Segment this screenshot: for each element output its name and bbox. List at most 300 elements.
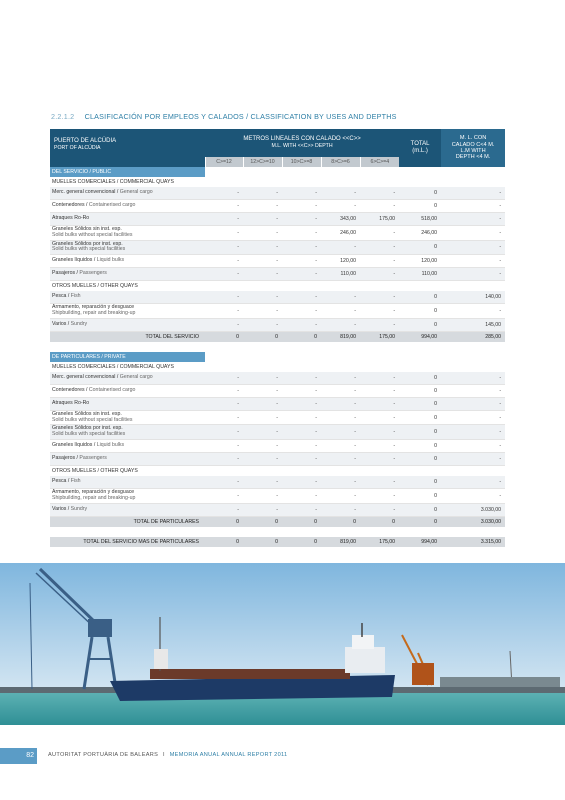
table-row <box>50 268 505 281</box>
row-value: 120,00 <box>399 255 441 268</box>
row-value: - <box>321 318 360 331</box>
row-label-en: Passengers <box>79 455 107 462</box>
row-label-es: Atraques Ro-Ro <box>52 215 90 222</box>
grand-total-value: 175,00 <box>360 537 399 547</box>
row-label-en: Solid bulks with special facilities <box>52 431 126 438</box>
depth-col-header: C>=12 <box>205 157 243 167</box>
row-value: - <box>243 372 282 385</box>
row-value: - <box>282 397 321 410</box>
row-value: - <box>205 397 243 410</box>
subtotal-value: 0 <box>243 516 282 527</box>
row-value: 0 <box>399 240 441 255</box>
row-value: - <box>441 425 505 440</box>
row-label-en: Fish <box>70 478 81 485</box>
row-value: - <box>441 200 505 213</box>
row-label-es: Armamento, reparación y desguace <box>52 304 135 311</box>
row-value: - <box>282 318 321 331</box>
subtotal-label: TOTAL DE PARTICULARES <box>50 516 205 527</box>
row-label <box>50 397 205 410</box>
table-row <box>50 425 505 440</box>
row-label-separator: / <box>66 478 71 485</box>
row-value: - <box>205 488 243 503</box>
subtotal-value: 3.030,00 <box>441 516 505 527</box>
table-header-row <box>50 129 505 157</box>
row-value: - <box>360 318 399 331</box>
row-value: - <box>441 304 505 319</box>
row-label-en: Containerised cargo <box>88 386 136 393</box>
row-value: - <box>360 397 399 410</box>
row-label-en: Shipbuilding, repair and breaking-up <box>52 309 136 316</box>
row-value: 0 <box>399 318 441 331</box>
row-value: - <box>321 476 360 489</box>
subtotal-row <box>50 516 505 527</box>
row-value: 0 <box>399 187 441 200</box>
row-value: - <box>360 410 399 425</box>
table-row <box>50 200 505 213</box>
row-value: - <box>282 425 321 440</box>
section-number: 2.2.1.2 <box>51 112 75 121</box>
row-label <box>50 240 205 255</box>
table-row <box>50 476 505 489</box>
row-label-separator: / <box>92 257 97 264</box>
row-value: - <box>441 240 505 255</box>
row-value: 110,00 <box>399 268 441 281</box>
row-label-separator: / <box>115 373 120 380</box>
row-value: - <box>205 240 243 255</box>
row-value: - <box>205 425 243 440</box>
row-value: - <box>360 200 399 213</box>
grand-total-value: 3.315,00 <box>441 537 505 547</box>
row-value: 0 <box>399 291 441 304</box>
subtotal-value: 994,00 <box>399 331 441 342</box>
row-label <box>50 425 205 440</box>
band-filler <box>205 352 505 362</box>
row-value: - <box>441 439 505 452</box>
row-value: 175,00 <box>360 213 399 226</box>
shallow-header <box>441 129 505 167</box>
port-name-header <box>50 129 205 167</box>
row-value: - <box>360 372 399 385</box>
row-label-separator: / <box>115 189 120 196</box>
grand-total-value: 0 <box>243 537 282 547</box>
row-value: - <box>282 503 321 516</box>
depth-col-header: 8>C>=6 <box>321 157 360 167</box>
row-value: - <box>360 255 399 268</box>
row-label <box>50 384 205 397</box>
subtotal-value: 0 <box>399 516 441 527</box>
table-row <box>50 397 505 410</box>
row-value: - <box>282 268 321 281</box>
subtotal-value: 0 <box>282 331 321 342</box>
port-name-en: PORT OF ALCÚDIA <box>54 145 101 151</box>
spacer-row <box>50 527 505 537</box>
row-label-separator: / <box>75 455 80 462</box>
row-value: - <box>321 240 360 255</box>
row-value: 0 <box>399 200 441 213</box>
row-value: - <box>282 372 321 385</box>
row-label-en: Sundry <box>70 320 88 327</box>
row-value: - <box>205 372 243 385</box>
row-value: - <box>243 476 282 489</box>
subtotal-value: 0 <box>205 516 243 527</box>
subtotal-value: 0 <box>282 516 321 527</box>
row-value: - <box>282 410 321 425</box>
row-label <box>50 503 205 516</box>
table-row <box>50 488 505 503</box>
group-band: DEL SERVICIO / PUBLIC <box>50 167 205 177</box>
row-value: 0 <box>399 304 441 319</box>
row-value: - <box>243 187 282 200</box>
footer-org: AUTORITAT PORTUÀRIA DE BALEARS <box>48 752 159 758</box>
row-value: - <box>205 476 243 489</box>
spacer <box>50 342 505 352</box>
row-value: - <box>243 425 282 440</box>
total-header-label: TOTAL <box>410 141 430 147</box>
row-value: - <box>243 452 282 465</box>
row-label-es: Graneles Sólidos sin inst. esp. <box>52 410 122 417</box>
row-value: - <box>282 291 321 304</box>
category-row <box>50 281 505 292</box>
section-heading: CLASIFICACIÓN POR EMPLEOS Y CALADOS / CLASSIFICATION BY USES AND DEPTHS <box>84 112 397 121</box>
table-row <box>50 240 505 255</box>
subtotal-value: 0 <box>205 331 243 342</box>
row-value: - <box>205 439 243 452</box>
category-label: OTROS MUELLES / OTHER QUAYS <box>52 467 138 474</box>
row-value: - <box>282 439 321 452</box>
row-value: - <box>243 226 282 241</box>
shallow-header-line4: DEPTH <4 M. <box>455 154 491 161</box>
row-value: - <box>360 384 399 397</box>
grand-total-row <box>50 537 505 547</box>
row-value: 343,00 <box>321 213 360 226</box>
subtotal-value: 0 <box>360 516 399 527</box>
row-value: - <box>205 503 243 516</box>
row-value: - <box>321 372 360 385</box>
footer-separator: I <box>163 752 165 758</box>
category-label: MUELLES COMERCIALES / COMMERCIAL QUAYS <box>52 179 174 185</box>
row-label-en: Fish <box>70 293 81 300</box>
row-value: - <box>321 503 360 516</box>
table-row <box>50 372 505 385</box>
page-footer <box>0 748 565 764</box>
row-value: - <box>282 226 321 241</box>
row-label-es: Graneles líquidos <box>52 257 93 264</box>
table-row <box>50 291 505 304</box>
row-value: - <box>243 268 282 281</box>
row-value: 246,00 <box>399 226 441 241</box>
section-title <box>51 112 397 121</box>
row-value: 0 <box>399 410 441 425</box>
row-value: - <box>205 268 243 281</box>
row-label-es: Pesca <box>52 293 67 300</box>
row-value: - <box>321 304 360 319</box>
row-label-en: Containerised cargo <box>88 202 136 209</box>
table-row <box>50 255 505 268</box>
row-value: 140,00 <box>441 291 505 304</box>
row-value: - <box>441 255 505 268</box>
row-label-es: Graneles Sólidos por inst. esp. <box>52 240 123 247</box>
row-label-en: Sundry <box>70 505 88 512</box>
port-photo <box>0 563 565 725</box>
row-value: - <box>360 268 399 281</box>
row-value: 246,00 <box>321 226 360 241</box>
row-value: 0 <box>399 503 441 516</box>
row-label-en: Liquid bulks <box>96 257 125 264</box>
metros-header-es: METROS LINEALES CON CALADO <<C>> <box>243 136 361 142</box>
category-row <box>50 362 505 372</box>
depth-header <box>205 129 399 157</box>
row-value: - <box>243 439 282 452</box>
table-row <box>50 503 505 516</box>
row-value: - <box>205 226 243 241</box>
row-label-es: Atraques Ro-Ro <box>52 399 90 406</box>
port-name-es: PUERTO DE ALCÚDIA <box>54 138 117 144</box>
table-row <box>50 410 505 425</box>
row-label-es: Varios <box>52 505 67 512</box>
row-value: 0 <box>399 425 441 440</box>
row-value: - <box>282 476 321 489</box>
row-label-separator: / <box>66 320 71 327</box>
row-value: - <box>282 200 321 213</box>
row-value: - <box>321 410 360 425</box>
row-value: - <box>205 291 243 304</box>
row-value: 0 <box>399 372 441 385</box>
table-row <box>50 384 505 397</box>
subtotal-label: TOTAL DEL SERVICIO <box>50 331 205 342</box>
table-row <box>50 213 505 226</box>
row-label-es: Contenedores <box>52 202 85 209</box>
row-label-es: Pasajeros <box>52 455 76 462</box>
row-value: - <box>282 384 321 397</box>
row-value: - <box>360 425 399 440</box>
row-value: - <box>243 304 282 319</box>
spacer <box>50 527 505 537</box>
row-value: - <box>282 452 321 465</box>
row-value: - <box>205 410 243 425</box>
grand-total-value: 994,00 <box>399 537 441 547</box>
row-value: - <box>441 372 505 385</box>
row-value: - <box>360 488 399 503</box>
category-label: OTROS MUELLES / OTHER QUAYS <box>52 283 138 290</box>
subtotal-value: 285,00 <box>441 331 505 342</box>
shallow-header-line1: M. L. CON <box>459 135 487 142</box>
row-label-en: Solid bulks with special facilities <box>52 246 126 253</box>
row-value: - <box>360 291 399 304</box>
row-label-separator: / <box>66 505 71 512</box>
group-band-row <box>50 167 505 177</box>
category-row <box>50 465 505 476</box>
table-row <box>50 304 505 319</box>
row-value: - <box>360 503 399 516</box>
depth-col-header: 6>C>=4 <box>360 157 399 167</box>
row-value: - <box>360 476 399 489</box>
row-value: - <box>441 397 505 410</box>
row-value: - <box>243 318 282 331</box>
row-label-en: Passengers <box>79 270 107 277</box>
row-value: 0 <box>399 397 441 410</box>
row-label-en: Shipbuilding, repair and breaking-up <box>52 494 136 501</box>
category-label: MUELLES COMERCIALES / COMMERCIAL QUAYS <box>52 363 174 370</box>
shallow-header-line3: L.M WITH <box>460 148 486 154</box>
row-value: - <box>360 452 399 465</box>
row-label-es: Pasajeros <box>52 270 76 277</box>
row-label <box>50 318 205 331</box>
total-header-unit: (m.L.) <box>412 148 428 154</box>
total-header <box>399 129 441 167</box>
row-value: - <box>441 187 505 200</box>
row-value: - <box>282 240 321 255</box>
row-label <box>50 200 205 213</box>
table-row <box>50 452 505 465</box>
row-label-separator: / <box>84 386 89 393</box>
row-label <box>50 488 205 503</box>
row-value: - <box>321 200 360 213</box>
row-value: - <box>282 187 321 200</box>
row-value: - <box>441 452 505 465</box>
row-label-en: Solid bulks without special facilities <box>52 416 133 423</box>
row-label-es: Graneles líquidos <box>52 442 93 449</box>
row-label-es: Armamento, reparación y desguace <box>52 488 135 495</box>
row-value: - <box>282 255 321 268</box>
row-label-es: Merc. general convencional <box>52 373 116 380</box>
row-value: - <box>243 200 282 213</box>
row-value: - <box>205 304 243 319</box>
row-value: 0 <box>399 452 441 465</box>
row-value: - <box>205 255 243 268</box>
subtotal-value: 819,00 <box>321 331 360 342</box>
subtotal-value: 0 <box>321 516 360 527</box>
shallow-header-line2: CALADO C<4 M. <box>451 141 495 148</box>
row-label <box>50 187 205 200</box>
row-value: - <box>205 384 243 397</box>
row-value: 145,00 <box>441 318 505 331</box>
row-value: - <box>441 384 505 397</box>
table-row <box>50 439 505 452</box>
row-value: - <box>441 488 505 503</box>
row-value: 0 <box>399 476 441 489</box>
row-value: - <box>360 240 399 255</box>
row-value: - <box>205 187 243 200</box>
grand-total-value: 819,00 <box>321 537 360 547</box>
row-value: - <box>243 213 282 226</box>
table-row <box>50 187 505 200</box>
row-value: - <box>321 425 360 440</box>
row-value: - <box>243 291 282 304</box>
row-label-es: Varios <box>52 320 67 327</box>
harbor-illustration <box>0 563 565 725</box>
row-label <box>50 476 205 489</box>
row-value: 110,00 <box>321 268 360 281</box>
row-value: - <box>441 410 505 425</box>
row-label-en: Liquid bulks <box>96 442 125 449</box>
row-value: - <box>243 255 282 268</box>
row-value: 0 <box>399 488 441 503</box>
row-label <box>50 226 205 241</box>
row-label-en: General cargo <box>119 373 153 380</box>
row-value: - <box>205 200 243 213</box>
row-label-separator: / <box>75 270 80 277</box>
row-label-es: Contenedores <box>52 386 85 393</box>
footer-text <box>48 752 287 758</box>
row-value: - <box>243 240 282 255</box>
metros-header-en: M.L. WITH <<C>> DEPTH <box>271 143 333 149</box>
page-number: 82 <box>0 748 37 764</box>
row-value: - <box>321 397 360 410</box>
row-label-en: Solid bulks without special facilities <box>52 231 133 238</box>
row-value: - <box>243 488 282 503</box>
row-value: 0 <box>399 439 441 452</box>
row-value: - <box>321 488 360 503</box>
row-value: - <box>243 503 282 516</box>
footer-document: MEMORIA ANUAL ANNUAL REPORT 2011 <box>169 752 288 758</box>
row-value: - <box>321 187 360 200</box>
subtotal-value: 0 <box>243 331 282 342</box>
subtotal-row <box>50 331 505 342</box>
grand-total-value: 0 <box>205 537 243 547</box>
spacer-row <box>50 342 505 352</box>
row-value: - <box>321 439 360 452</box>
row-label-es: Graneles Sólidos por inst. esp. <box>52 425 123 432</box>
row-label-es: Pesca <box>52 478 67 485</box>
row-value: - <box>205 318 243 331</box>
depth-classification-table <box>50 129 505 547</box>
row-value: - <box>243 397 282 410</box>
row-label <box>50 410 205 425</box>
row-value: - <box>282 304 321 319</box>
row-value: - <box>441 213 505 226</box>
depth-col-header: 10>C>=8 <box>282 157 321 167</box>
row-label <box>50 439 205 452</box>
group-band-row <box>50 352 505 362</box>
table-row <box>50 318 505 331</box>
group-band: DE PARTICULARES / PRIVATE <box>50 352 205 362</box>
row-value: - <box>243 384 282 397</box>
row-value: - <box>321 452 360 465</box>
row-value: 518,00 <box>399 213 441 226</box>
category-row <box>50 177 505 187</box>
row-value: - <box>282 213 321 226</box>
table-row <box>50 226 505 241</box>
row-value: - <box>360 304 399 319</box>
row-label-separator: / <box>84 202 89 209</box>
row-value: - <box>360 439 399 452</box>
grand-total-label: TOTAL DEL SERVICIO MAS DE PARTICULARES <box>50 537 205 547</box>
row-value: - <box>360 226 399 241</box>
depth-col-header: 12>C>=10 <box>243 157 282 167</box>
row-value: - <box>243 410 282 425</box>
row-label <box>50 372 205 385</box>
row-value: 3.030,00 <box>441 503 505 516</box>
row-value: - <box>282 488 321 503</box>
row-label <box>50 268 205 281</box>
subtotal-value: 175,00 <box>360 331 399 342</box>
row-label <box>50 213 205 226</box>
row-label-en: General cargo <box>119 189 153 196</box>
row-value: 120,00 <box>321 255 360 268</box>
row-label <box>50 255 205 268</box>
row-value: - <box>321 384 360 397</box>
row-value: - <box>205 452 243 465</box>
row-value: - <box>441 476 505 489</box>
grand-total-value: 0 <box>282 537 321 547</box>
row-value: - <box>441 226 505 241</box>
row-label-es: Merc. general convencional <box>52 189 116 196</box>
row-value: - <box>205 213 243 226</box>
row-value: - <box>360 187 399 200</box>
row-label-separator: / <box>92 442 97 449</box>
row-label <box>50 291 205 304</box>
row-label <box>50 304 205 319</box>
